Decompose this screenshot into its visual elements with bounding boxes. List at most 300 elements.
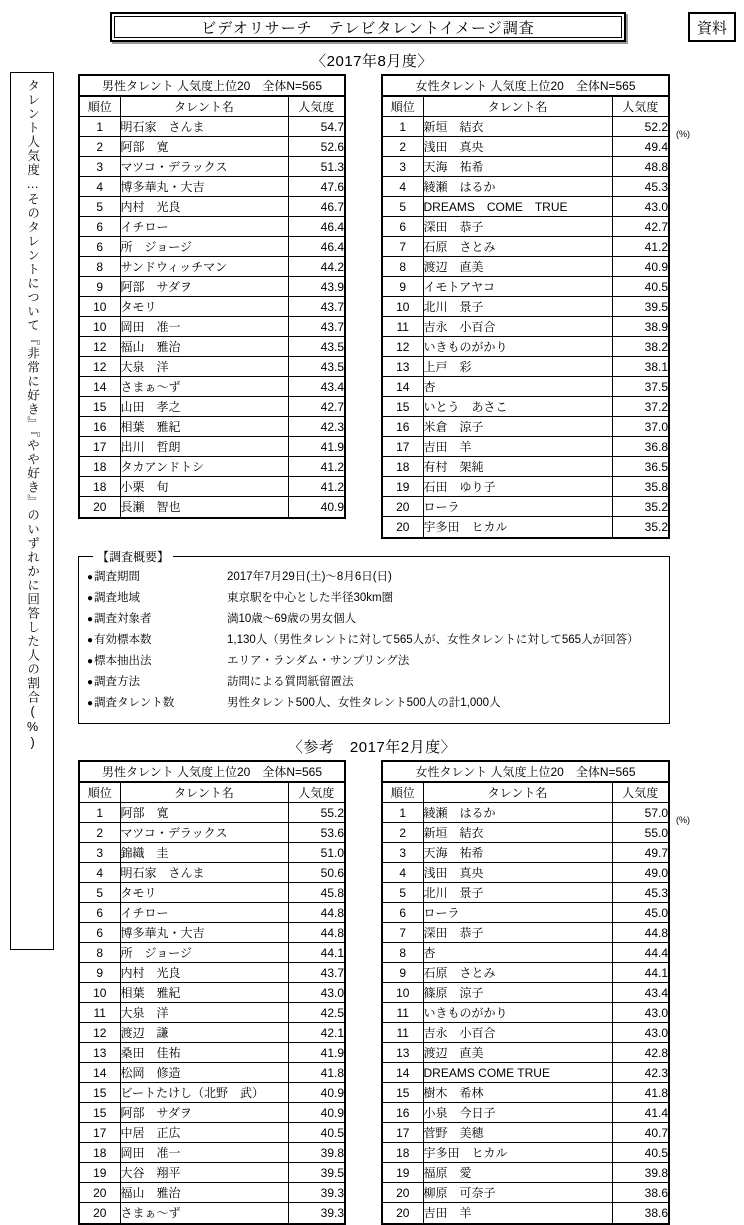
cell-rank: 13 [80,1043,120,1063]
table-row [383,1063,668,1083]
cell-talent-name: 福山 雅治 [120,1183,288,1203]
cell-popularity: 45.0 [612,903,668,923]
table-row [383,477,668,497]
col-header-name: タレント名 [120,783,288,803]
table-row [383,457,668,477]
cell-talent-name: マツコ・デラックス [120,823,288,843]
table-aug-female-grid [383,96,668,537]
bullet-icon: ● [87,593,94,604]
bullet-icon: ● [87,677,94,688]
overview-value: 男性タレント500人、女性タレント500人の計1,000人 [227,697,501,709]
bullet-icon: ● [87,635,94,646]
cell-rank: 1 [383,803,423,823]
cell-talent-name: 桑田 佳祐 [120,1043,288,1063]
cell-talent-name: 錦織 圭 [120,843,288,863]
cell-rank: 14 [80,377,120,397]
cell-rank: 9 [80,277,120,297]
cell-popularity: 44.8 [288,903,344,923]
table-row [80,357,344,377]
cell-rank: 18 [383,457,423,477]
bullet-icon: ● [87,656,94,667]
percent-mark-feb: (%) [676,815,690,825]
cell-rank: 16 [80,417,120,437]
cell-rank: 15 [383,397,423,417]
table-feb-male [78,760,346,1225]
col-header-value: 人気度 [612,783,668,803]
col-header-value: 人気度 [612,97,668,117]
cell-popularity: 41.8 [288,1063,344,1083]
cell-talent-name: 新垣 結衣 [423,823,612,843]
cell-rank: 17 [80,1123,120,1143]
cell-talent-name: さまぁ〜ず [120,1203,288,1223]
cell-talent-name: 岡田 准一 [120,317,288,337]
table-row [383,983,668,1003]
cell-rank: 9 [80,963,120,983]
cell-talent-name: 天海 祐希 [423,843,612,863]
cell-rank: 14 [80,1063,120,1083]
table-row [383,357,668,377]
table-row [383,1183,668,1203]
section-heading-february: 〈参考 2017年2月度〉 [287,739,457,756]
document-badge: 資料 [688,12,736,42]
table-aug-male [78,74,346,519]
cell-rank: 14 [383,1063,423,1083]
cell-rank: 20 [80,1183,120,1203]
table-row [80,157,344,177]
cell-popularity: 43.7 [288,963,344,983]
table-row [80,1043,344,1063]
table-row [383,497,668,517]
cell-popularity: 43.7 [288,297,344,317]
cell-talent-name: 宇多田 ヒカル [423,517,612,537]
cell-rank: 8 [80,943,120,963]
cell-popularity: 41.4 [612,1103,668,1123]
cell-talent-name: 浅田 真央 [423,137,612,157]
cell-talent-name: 上戸 彩 [423,357,612,377]
cell-talent-name: ローラ [423,903,612,923]
table-row [80,1203,344,1223]
cell-rank: 3 [383,843,423,863]
cell-popularity: 44.8 [612,923,668,943]
cell-rank: 6 [383,903,423,923]
table-row [383,1163,668,1183]
col-header-value: 人気度 [288,783,344,803]
cell-rank: 3 [80,157,120,177]
overview-value: 満10歳〜69歳の男女個人 [227,613,357,625]
table-feb-male-title: 男性タレント 人気度上位20 全体N=565 [80,762,344,782]
cell-talent-name: タモリ [120,297,288,317]
cell-rank: 15 [80,397,120,417]
cell-popularity: 38.6 [612,1183,668,1203]
cell-popularity: 55.2 [288,803,344,823]
cell-talent-name: 山田 孝之 [120,397,288,417]
cell-popularity: 38.1 [612,357,668,377]
cell-talent-name: 相葉 雅紀 [120,417,288,437]
overview-row [87,631,669,652]
cell-rank: 10 [80,317,120,337]
cell-popularity: 40.5 [612,1143,668,1163]
title-row [0,12,744,46]
table-row [80,923,344,943]
table-row [80,117,344,137]
cell-popularity: 40.9 [288,1083,344,1103]
cell-rank: 2 [80,823,120,843]
cell-rank: 10 [383,297,423,317]
table-row [383,1083,668,1103]
table-row [383,963,668,983]
table-row [80,417,344,437]
cell-popularity: 42.7 [288,397,344,417]
cell-rank: 19 [383,1163,423,1183]
cell-rank: 7 [383,923,423,943]
cell-popularity: 44.1 [612,963,668,983]
table-row [383,337,668,357]
table-row [80,883,344,903]
col-header-rank: 順位 [383,97,423,117]
cell-talent-name: 渡辺 直美 [423,257,612,277]
cell-talent-name: 柳原 可奈子 [423,1183,612,1203]
table-row [383,1103,668,1123]
overview-value: 東京駅を中心とした半径30km圏 [227,592,394,604]
cell-talent-name: 深田 恭子 [423,923,612,943]
cell-rank: 8 [383,943,423,963]
table-row [80,297,344,317]
table-row [80,1103,344,1123]
cell-rank: 10 [383,983,423,1003]
cell-rank: 18 [80,457,120,477]
col-header-name: タレント名 [423,783,612,803]
cell-talent-name: 北川 景子 [423,883,612,903]
table-row [80,823,344,843]
overview-row [87,652,669,673]
cell-rank: 19 [80,1163,120,1183]
cell-rank: 20 [383,1183,423,1203]
cell-rank: 6 [80,217,120,237]
table-row [80,983,344,1003]
cell-rank: 20 [383,1203,423,1223]
cell-popularity: 40.9 [288,497,344,517]
table-row [383,237,668,257]
cell-popularity: 42.3 [612,1063,668,1083]
cell-talent-name: 小泉 今日子 [423,1103,612,1123]
table-row [80,277,344,297]
cell-popularity: 54.7 [288,117,344,137]
table-row [80,217,344,237]
cell-talent-name: DREAMS COME TRUE [423,1063,612,1083]
table-row [383,1203,668,1223]
table-row [80,177,344,197]
cell-popularity: 42.1 [288,1023,344,1043]
cell-rank: 5 [80,197,120,217]
cell-talent-name: 中居 正広 [120,1123,288,1143]
table-row [80,237,344,257]
overview-row [87,610,669,631]
document-title-box [110,12,626,42]
cell-talent-name: 明石家 さんま [120,863,288,883]
cell-rank: 3 [80,843,120,863]
cell-rank: 6 [383,217,423,237]
cell-popularity: 40.9 [288,1103,344,1123]
cell-talent-name: 大谷 翔平 [120,1163,288,1183]
table-feb-female [381,760,670,1225]
col-header-value: 人気度 [288,97,344,117]
table-header-row [383,783,668,803]
cell-rank: 11 [383,1003,423,1023]
cell-talent-name: さまぁ〜ず [120,377,288,397]
cell-popularity: 39.3 [288,1203,344,1223]
table-feb-female-grid [383,782,668,1223]
cell-rank: 6 [80,923,120,943]
cell-popularity: 43.5 [288,337,344,357]
table-row [80,337,344,357]
overview-row [87,568,669,589]
cell-popularity: 40.7 [612,1123,668,1143]
overview-value: 1,130人（男性タレントに対して565人が、女性タレントに対して565人が回答） [227,634,639,646]
table-row [383,823,668,843]
cell-talent-name: 天海 祐希 [423,157,612,177]
cell-rank: 17 [383,1123,423,1143]
cell-popularity: 43.0 [288,983,344,1003]
cell-rank: 4 [383,177,423,197]
cell-talent-name: 吉永 小百合 [423,317,612,337]
cell-talent-name: 渡辺 謙 [120,1023,288,1043]
overview-label: ●標本抽出法 [87,655,152,667]
cell-popularity: 43.0 [612,197,668,217]
cell-talent-name: 綾瀬 はるか [423,177,612,197]
cell-talent-name: 吉田 羊 [423,437,612,457]
overview-value: エリア・ランダム・サンプリング法 [227,655,410,667]
table-row [80,477,344,497]
side-note-box [10,72,54,950]
cell-talent-name: 菅野 美穂 [423,1123,612,1143]
table-row [80,843,344,863]
cell-talent-name: 新垣 結衣 [423,117,612,137]
cell-talent-name: 米倉 涼子 [423,417,612,437]
cell-talent-name: 有村 架純 [423,457,612,477]
cell-talent-name: サンドウィッチマン [120,257,288,277]
cell-popularity: 39.5 [288,1163,344,1183]
cell-talent-name: 博多華丸・大吉 [120,923,288,943]
table-feb-male-grid [80,782,344,1223]
table-row [383,117,668,137]
table-aug-female [381,74,670,539]
cell-rank: 20 [80,497,120,517]
cell-talent-name: 小栗 旬 [120,477,288,497]
cell-popularity: 53.6 [288,823,344,843]
table-row [80,457,344,477]
cell-popularity: 44.8 [288,923,344,943]
cell-popularity: 40.5 [612,277,668,297]
cell-talent-name: いきものがかり [423,337,612,357]
col-header-rank: 順位 [80,97,120,117]
cell-talent-name: 福原 愛 [423,1163,612,1183]
table-row [383,1123,668,1143]
table-row [80,397,344,417]
cell-popularity: 50.6 [288,863,344,883]
cell-rank: 10 [80,297,120,317]
cell-rank: 15 [80,1083,120,1103]
table-row [80,377,344,397]
cell-rank: 5 [383,197,423,217]
col-header-rank: 順位 [383,783,423,803]
overview-label: ●調査タレント数 [87,697,175,709]
overview-row [87,694,669,715]
cell-popularity: 42.3 [288,417,344,437]
table-row [80,197,344,217]
table-row [383,417,668,437]
cell-talent-name: DREAMS COME TRUE [423,197,612,217]
document-title-inner [114,16,622,38]
table-row [383,177,668,197]
cell-popularity: 38.6 [612,1203,668,1223]
cell-talent-name: 大泉 洋 [120,357,288,377]
cell-popularity: 37.5 [612,377,668,397]
overview-label: ●調査方法 [87,676,141,688]
cell-rank: 5 [80,883,120,903]
cell-rank: 2 [383,137,423,157]
survey-overview-list [79,557,669,715]
cell-popularity: 41.2 [288,457,344,477]
cell-talent-name: 福山 雅治 [120,337,288,357]
cell-rank: 8 [80,257,120,277]
table-aug-male-grid [80,96,344,517]
cell-popularity: 37.2 [612,397,668,417]
cell-talent-name: タカアンドトシ [120,457,288,477]
table-row [80,1023,344,1043]
cell-talent-name: 阿部 サダヲ [120,277,288,297]
table-row [80,903,344,923]
table-row [383,517,668,537]
cell-rank: 13 [383,357,423,377]
cell-rank: 2 [80,137,120,157]
cell-popularity: 51.3 [288,157,344,177]
table-row [383,1143,668,1163]
table-row [80,943,344,963]
cell-rank: 12 [80,337,120,357]
cell-talent-name: 北川 景子 [423,297,612,317]
cell-popularity: 35.2 [612,517,668,537]
cell-popularity: 45.8 [288,883,344,903]
table-header-row [80,783,344,803]
cell-talent-name: イチロー [120,903,288,923]
cell-popularity: 45.3 [612,177,668,197]
table-header-row [80,97,344,117]
cell-talent-name: イモトアヤコ [423,277,612,297]
percent-mark-aug: (%) [676,129,690,139]
cell-rank: 15 [80,1103,120,1123]
cell-talent-name: 相葉 雅紀 [120,983,288,1003]
cell-talent-name: 篠原 涼子 [423,983,612,1003]
cell-talent-name: ビートたけし（北野 武） [120,1083,288,1103]
cell-rank: 17 [80,437,120,457]
cell-talent-name: 石田 ゆり子 [423,477,612,497]
cell-talent-name: 吉永 小百合 [423,1023,612,1043]
cell-popularity: 39.3 [288,1183,344,1203]
cell-popularity: 46.4 [288,237,344,257]
cell-talent-name: 明石家 さんま [120,117,288,137]
overview-value: 2017年7月29日(土)〜8月6日(日) [227,571,392,583]
table-row [383,157,668,177]
cell-talent-name: イチロー [120,217,288,237]
cell-popularity: 51.0 [288,843,344,863]
cell-popularity: 57.0 [612,803,668,823]
cell-popularity: 35.8 [612,477,668,497]
table-row [80,863,344,883]
cell-popularity: 38.9 [612,317,668,337]
cell-rank: 6 [80,903,120,923]
cell-rank: 13 [383,1043,423,1063]
cell-popularity: 36.8 [612,437,668,457]
cell-rank: 20 [383,517,423,537]
cell-talent-name: 浅田 真央 [423,863,612,883]
cell-rank: 16 [383,1103,423,1123]
cell-rank: 3 [383,157,423,177]
col-header-name: タレント名 [423,97,612,117]
section-heading-august: 〈2017年8月度〉 [311,53,433,70]
table-row [80,803,344,823]
table-row [383,257,668,277]
cell-rank: 17 [383,437,423,457]
cell-talent-name: 渡辺 直美 [423,1043,612,1063]
cell-talent-name: 阿部 寛 [120,137,288,157]
cell-talent-name: 綾瀬 はるか [423,803,612,823]
cell-rank: 4 [383,863,423,883]
cell-popularity: 44.1 [288,943,344,963]
cell-rank: 18 [80,477,120,497]
cell-popularity: 39.8 [612,1163,668,1183]
cell-popularity: 47.6 [288,177,344,197]
cell-rank: 1 [80,803,120,823]
cell-talent-name: 杏 [423,377,612,397]
cell-rank: 1 [383,117,423,137]
cell-popularity: 39.5 [612,297,668,317]
cell-rank: 4 [80,177,120,197]
cell-talent-name: 阿部 サダヲ [120,1103,288,1123]
table-row [80,963,344,983]
cell-popularity: 43.4 [288,377,344,397]
table-row [80,137,344,157]
table-row [80,1083,344,1103]
cell-rank: 15 [383,1083,423,1103]
cell-popularity: 43.5 [288,357,344,377]
cell-talent-name: いとう あさこ [423,397,612,417]
col-header-name: タレント名 [120,97,288,117]
cell-rank: 10 [80,983,120,1003]
survey-overview-legend: 【調査概要】 [93,548,173,565]
cell-rank: 18 [383,1143,423,1163]
table-row [383,377,668,397]
cell-talent-name: 出川 哲朗 [120,437,288,457]
cell-popularity: 41.8 [612,1083,668,1103]
table-row [383,883,668,903]
cell-rank: 19 [383,477,423,497]
cell-talent-name: 松岡 修造 [120,1063,288,1083]
table-row [80,257,344,277]
cell-popularity: 49.7 [612,843,668,863]
cell-talent-name: 博多華丸・大吉 [120,177,288,197]
bullet-icon: ● [87,614,94,625]
table-row [383,397,668,417]
cell-popularity: 46.4 [288,217,344,237]
table-row [383,923,668,943]
cell-rank: 9 [383,963,423,983]
cell-popularity: 44.4 [612,943,668,963]
table-row [383,317,668,337]
table-aug-male-title: 男性タレント 人気度上位20 全体N=565 [80,76,344,96]
cell-popularity: 38.2 [612,337,668,357]
cell-rank: 18 [80,1143,120,1163]
cell-rank: 11 [383,1023,423,1043]
